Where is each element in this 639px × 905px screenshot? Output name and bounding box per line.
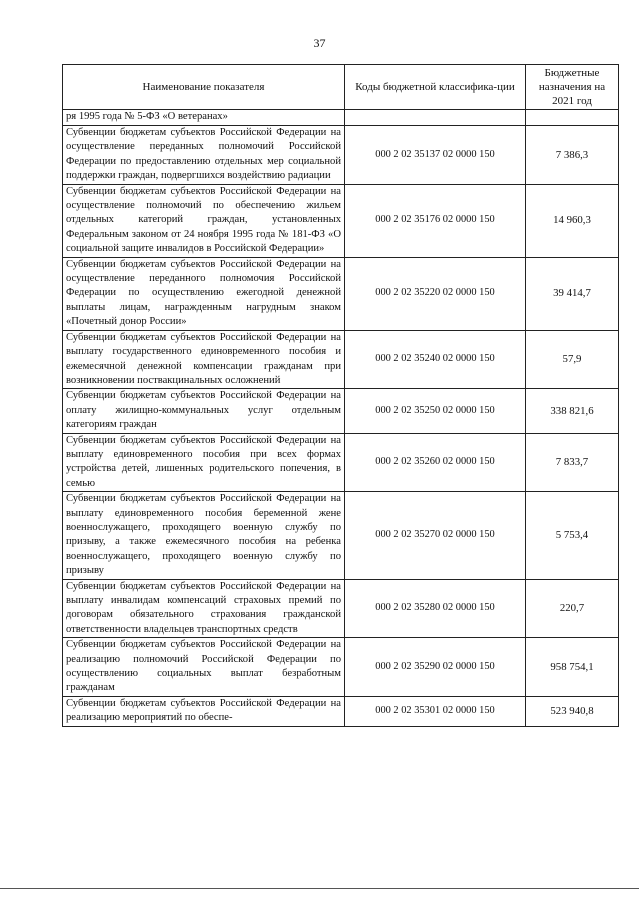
indicator-name: Субвенции бюджетам субъектов Российской Федерации на выплату единовременного пособия беременной жене военнослужащего, проходящего военную службу по призыву, а также ежемесячного пособия на ребенка военнослужащего, проходящего военную службу по призыву [63, 492, 345, 579]
budget-amount: 958 754,1 [526, 638, 619, 697]
indicator-name: Субвенции бюджетам субъектов Российской Федерации на реализацию полномочий Российской Федерации по осуществлению социальных выплат безработным гражданам [63, 638, 345, 697]
header-indicator-name: Наименование показателя [63, 65, 345, 110]
budget-amount: 7 386,3 [526, 126, 619, 185]
indicator-name: Субвенции бюджетам субъектов Российской Федерации на выплату единовременного пособия при всех формах устройства детей, лишенных родительского попечения, в семью [63, 433, 345, 492]
classification-code: 000 2 02 35290 02 0000 150 [345, 638, 526, 697]
budget-amount: 57,9 [526, 330, 619, 389]
table-row [63, 126, 619, 185]
indicator-name: Субвенции бюджетам субъектов Российской Федерации на выплату государственного единовременного пособия и ежемесячной денежной компенсации гражданам при возникновении поствакцинальных осложнений [63, 330, 345, 389]
classification-code: 000 2 02 35176 02 0000 150 [345, 184, 526, 257]
classification-code: 000 2 02 35270 02 0000 150 [345, 492, 526, 579]
header-classification-codes: Коды бюджетной классифика-ции [345, 65, 526, 110]
indicator-name: Субвенции бюджетам субъектов Российской Федерации на осуществление переданных полномочий Российской Федерации по предоставлению отдельных мер социальной поддержки граждан, подвергшихся воздействию радиации [63, 126, 345, 185]
table-row [63, 638, 619, 697]
budget-amount: 7 833,7 [526, 433, 619, 492]
classification-code: 000 2 02 35220 02 0000 150 [345, 257, 526, 330]
indicator-name: Субвенции бюджетам субъектов Российской Федерации на реализацию мероприятий по обеспе- [63, 696, 345, 726]
budget-amount: 39 414,7 [526, 257, 619, 330]
table-cell-empty [526, 110, 619, 126]
header-budget-amount: Бюджетные назначения на 2021 год [526, 65, 619, 110]
page-bottom-rule [0, 888, 639, 889]
budget-amount: 5 753,4 [526, 492, 619, 579]
classification-code: 000 2 02 35250 02 0000 150 [345, 389, 526, 433]
indicator-name: Субвенции бюджетам субъектов Российской Федерации на выплату инвалидам компенсаций страховых премий по договорам обязательного страхования гражданской ответственности владельцев транспортных средств [63, 579, 345, 638]
table-row [63, 257, 619, 330]
table-row [63, 389, 619, 433]
table-header-row [63, 65, 619, 110]
table-row [63, 579, 619, 638]
classification-code: 000 2 02 35280 02 0000 150 [345, 579, 526, 638]
table-row-continuation [63, 110, 619, 126]
budget-amount: 14 960,3 [526, 184, 619, 257]
classification-code: 000 2 02 35301 02 0000 150 [345, 696, 526, 726]
budget-amount: 338 821,6 [526, 389, 619, 433]
budget-amount: 523 940,8 [526, 696, 619, 726]
indicator-name: Субвенции бюджетам субъектов Российской Федерации на осуществление переданного полномочия Российской Федерации по осуществлению ежегодной денежной выплаты лицам, награжденным нагрудным знаком «Почетный донор России» [63, 257, 345, 330]
indicator-name: Субвенции бюджетам субъектов Российской Федерации на осуществление полномочий по обеспечению жильем отдельных категорий граждан, установленных Федеральным законом от 24 ноября 1995 года № 181-ФЗ «О социальной защите инвалидов в Российской Федерации» [63, 184, 345, 257]
table-row [63, 696, 619, 726]
budget-amount: 220,7 [526, 579, 619, 638]
table-cell-empty [345, 110, 526, 126]
table-row [63, 330, 619, 389]
classification-code: 000 2 02 35260 02 0000 150 [345, 433, 526, 492]
budget-table [62, 64, 619, 727]
page-number: 37 [313, 36, 326, 50]
continuation-text: ря 1995 года № 5-ФЗ «О ветеранах» [63, 110, 345, 126]
table-row [63, 492, 619, 579]
classification-code: 000 2 02 35137 02 0000 150 [345, 126, 526, 185]
classification-code: 000 2 02 35240 02 0000 150 [345, 330, 526, 389]
table-row [63, 433, 619, 492]
indicator-name: Субвенции бюджетам субъектов Российской Федерации на оплату жилищно-коммунальных услуг отдельным категориям граждан [63, 389, 345, 433]
table-row [63, 184, 619, 257]
